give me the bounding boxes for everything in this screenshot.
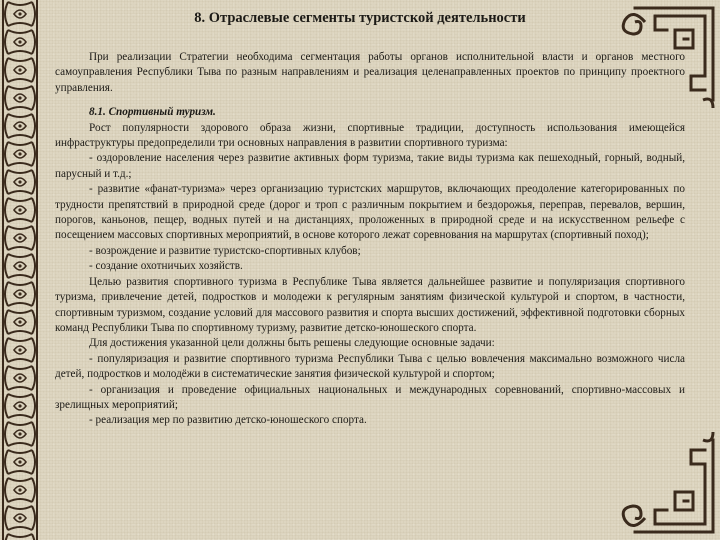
list-item: - развитие «фанат-туризма» через организацию туристских маршрутов, включающих преодоление категорированных по трудности препятствий в природной среде (дорог и троп с различным покрытием и бездорожья, переправ, перевалов, вершин, порогов, каньонов, пещер, водных путей и на дистанциях, проложенных в природной среде и на искусственном рельефе с посещением массовых спортивных мероприятий, в основе которого лежат соревнования на маршрутах (спортивный поход); [55,183,685,242]
slide-body [55,50,685,429]
section-heading: 8.1. Спортивный туризм. [89,106,216,119]
paragraph: Для достижения указанной цели должны быть решены следующие основные задачи: [89,337,495,350]
paragraph: Целью развития спортивного туризма в Республике Тыва является дальнейшее развитие и популяризация спортивного туризма, привлечение детей, подростков и молодежи к регулярным занятиям физической культурой и спортом, в частности, спортивным туризмом, создание условий для массового развития и спорта высших достижений, эффективной подготовки сборных команд Республики Тыва по спортивному туризму, развитие детско-юношеского спорта. [55,275,685,334]
list-item: - реализация мер по развитию детско-юношеского спорта. [89,414,367,427]
list-item: - оздоровление населения через развитие активных форм туризма, такие виды туризма как пешеходный, горный, водный, парусный и т.д.; [55,152,685,180]
intro-paragraph: При реализации Стратегии необходима сегментация работы органов исполнительной власти и органов местного самоуправления Республики Тыва по разным направлениям и реализация целенаправленных проектов по принципу проектного управления. [55,51,685,94]
slide-title: 8. Отраслевые сегменты туристской деятельности [194,10,526,26]
list-item: - организация и проведение официальных национальных и международных соревнований, спортивно-массовых и зрелищных мероприятий; [55,383,685,411]
left-ornament-border [0,0,40,540]
paragraph: Рост популярности здорового образа жизни, спортивные традиции, доступность использования имеющейся инфраструктуры предопределили три основных направления в развитии спортивного туризма: [55,121,685,150]
list-item: - популяризация и развитие спортивного туризма Республики Тыва с целью вовлечения максимально возможного числа детей, подростков и молодёжи в систематические занятия физической культурой и спортом; [55,352,685,381]
list-item: - возрождение и развитие туристско-спортивных клубов; [89,244,361,257]
list-item: - создание охотничьих хозяйств. [89,260,243,273]
bottom-right-corner-ornament [615,430,720,540]
